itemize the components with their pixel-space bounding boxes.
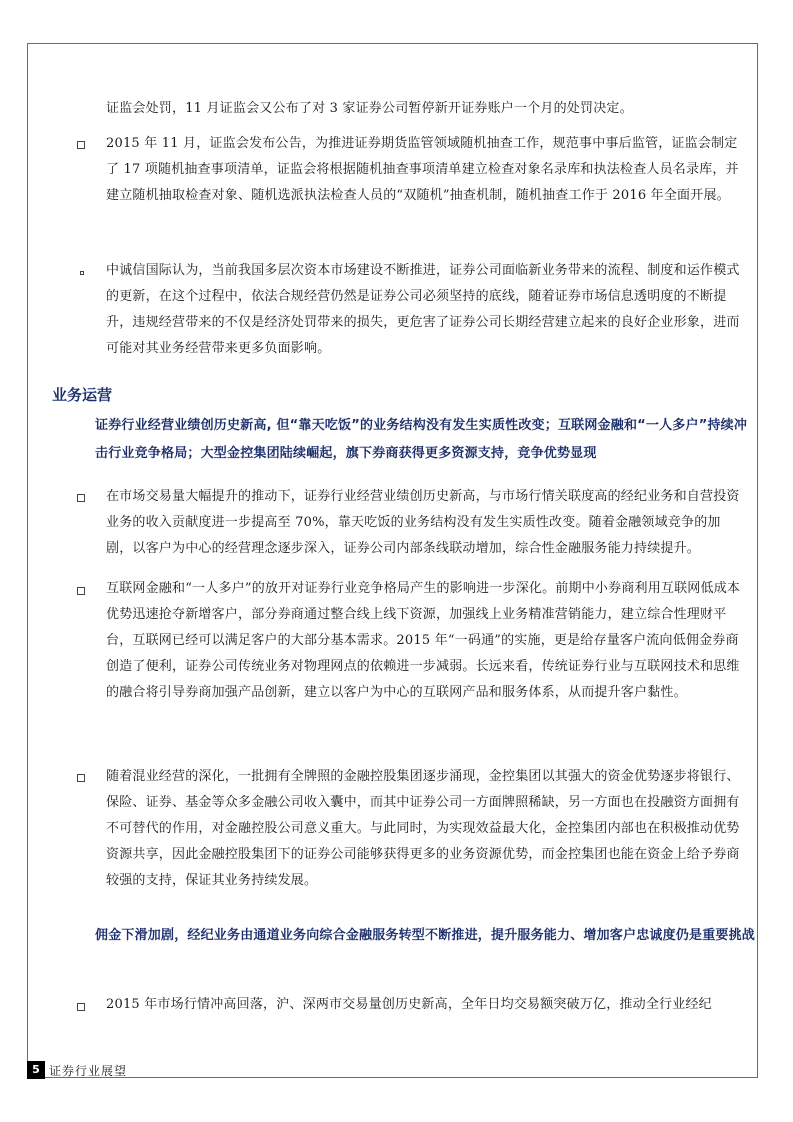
paragraph-bullet: 中诚信国际认为，当前我国多层次资本市场建设不断推进，证券公司面临新业务带来的流程、制度和运作模式的更新，在这个过程中，依法合规经营仍然是证券公司必须坚持的底线，随着证券市场信息透明度的不断提升，违规经营带来的不仅是经济处罚带来的损失，更危害了证券公司长期经营建立起来的良好企业形象，进而可能对其业务经营带来更多负面影响。 xyxy=(106,263,740,356)
page-number: 5 xyxy=(27,1061,45,1079)
section-summary: 佣金下滑加剧，经纪业务由通道业务向综合金融服务转型不断推进，提升服务能力、增加客户忠诚度仍是重要挑战 xyxy=(95,928,756,943)
footer-title: 证券行业展望 xyxy=(49,1064,128,1078)
paragraph-bullet: 在市场交易量大幅提升的推动下，证券行业经营业绩创历史新高，与市场行情关联度高的经纪业务和自营投资业务的收入贡献度进一步提高至 70%，靠天吃饭的业务结构没有发生实质性改变。随着金融领域竞争的加剧，以客户为中心的经营理念逐步深入，证券公司内部条线联动增加，综合性金融服务能力持续提升。 xyxy=(106,489,740,556)
paragraph-continued: 证监会处罚，11 月证监会又公布了对 3 家证券公司暂停新开证券账户一个月的处罚决定。 xyxy=(106,101,633,116)
paragraph-bullet: 2015 年市场行情冲高回落，沪、深两市交易量创历史新高，全年日均交易额突破万亿，推动全行业经纪 xyxy=(106,997,712,1012)
bullet-icon xyxy=(77,774,85,782)
paragraph-bullet: 2015 年 11 月，证监会发布公告，为推进证券期货监管领域随机抽查工作，规范事中事后监管，证监会制定了 17 项随机抽查事项清单，证监会将根据随机抽查事项清单建立检查对象名录库和执法检查人员名录库，并建立随机抽取检查对象、随机选派执法检查人员的“双随机”抽查机制，随机抽查工作于 2016 年全面开展。 xyxy=(106,136,739,203)
section-heading: 业务运营 xyxy=(52,386,113,404)
page-footer xyxy=(27,1061,758,1079)
bullet-icon xyxy=(80,271,84,275)
paragraph-bullet: 随着混业经营的深化，一批拥有全牌照的金融控股集团逐步涌现，金控集团以其强大的资金优势逐步将银行、保险、证券、基金等众多金融公司收入囊中，而其中证券公司一方面牌照稀缺，另一方面也在投融资方面拥有不可替代的作用，对金融控股公司意义重大。与此同时，为实现效益最大化，金控集团内部也在积极推动优势资源共享，因此金融控股集团下的证券公司能够获得更多的业务资源优势，而金控集团也能在资金上给予券商较强的支持，保证其业务持续发展。 xyxy=(106,769,740,888)
bullet-icon xyxy=(77,587,85,595)
paragraph-bullet: 互联网金融和“一人多户”的放开对证券行业竞争格局产生的影响进一步深化。前期中小券商利用互联网低成本优势迅速抢夺新增客户，部分券商通过整合线上线下资源，加强线上业务精准营销能力，建立综合性理财平台，互联网已经可以满足客户的大部分基本需求。2015 年“一码通”的实施，更是给存量客户流向低佣金券商创造了便利，证券公司传统业务对物理网点的依赖进一步减弱。长远来看，传统证券行业与互联网技术和思维的融合将引导券商加强产品创新，建立以客户为中心的互联网产品和服务体系，从而提升客户黏性。 xyxy=(106,581,741,700)
bullet-icon xyxy=(77,1003,85,1011)
bullet-icon xyxy=(77,141,85,149)
section-summary: 证券行业经营业绩创历史新高, 但“靠天吃饭”的业务结构没有发生实质性改变；互联网金融和“一人多户”持续冲击行业竞争格局；大型金控集团陆续崛起，旗下券商获得更多资源支持，竞争优势显现 xyxy=(95,418,748,461)
bullet-icon xyxy=(77,494,85,502)
